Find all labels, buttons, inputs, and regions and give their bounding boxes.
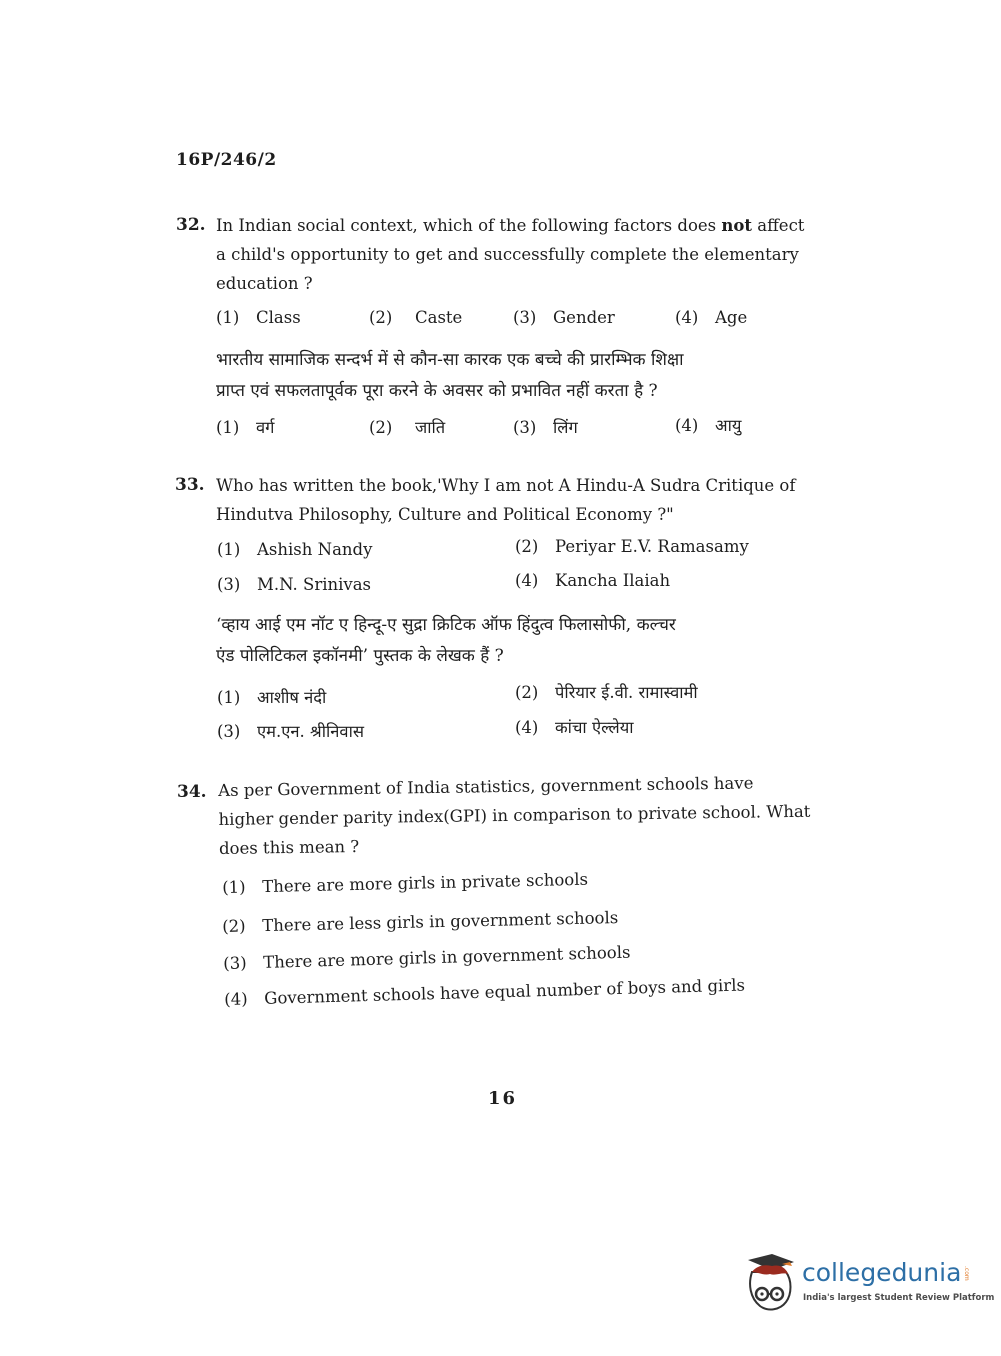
question-number: 34. xyxy=(177,782,207,802)
question-text: In Indian social context, which of the following factors does not affect a child's opportunity to get and successfully complete the elementary education ? xyxy=(216,216,805,293)
collegedunia-logo xyxy=(742,1252,995,1322)
hindi-option-4: (4) कांचा ऐल्लेया xyxy=(515,718,634,737)
question-number: 33. xyxy=(175,475,205,495)
hindi-option-3: (3) लिंग xyxy=(513,418,578,437)
option-2: (2) Caste xyxy=(369,308,463,327)
option-4: (4) Government schools have equal number of boys and girls xyxy=(224,975,746,1009)
logo-wordmark: collegedunia xyxy=(802,1258,962,1287)
hindi-question-line-1: भारतीय सामाजिक सन्दर्भ में से कौन-सा कारक एक बच्चे की प्रारम्भिक शिक्षा xyxy=(216,350,684,370)
option-1: (1) Class xyxy=(216,308,301,327)
hindi-option-2: (2) पेरियार ई.वी. रामास्वामी xyxy=(515,683,698,702)
option-3: (3) M.N. Srinivas xyxy=(217,575,372,594)
logo-tagline: India's largest Student Review Platform xyxy=(803,1293,995,1303)
hindi-option-3: (3) एम.एन. श्रीनिवास xyxy=(217,722,364,741)
hindi-option-2: (2) जाति xyxy=(369,418,446,437)
option-4: (4) Kancha Ilaiah xyxy=(515,571,671,590)
option-1: (1) Ashish Nandy xyxy=(217,540,373,559)
option-3: (3) Gender xyxy=(513,308,615,327)
option-3: (3) There are more girls in government schools xyxy=(223,942,631,973)
hindi-question-line-1: ‘व्हाय आई एम नॉट ए हिन्दू-ए सुद्रा क्रिटिक ऑफ हिंदुत्व फिलासोफी, कल्चर xyxy=(216,615,676,635)
hindi-option-4: (4) आयु xyxy=(675,416,742,435)
mascot-icon xyxy=(742,1254,798,1316)
page-number: 16 xyxy=(488,1088,518,1109)
logo-domain: .com xyxy=(963,1266,970,1281)
question-text: As per Government of India statistics, government schools have higher gender parity index(GPI) in comparison to private school. What does this mean ? xyxy=(218,773,811,858)
paper-code: 16P/246/2 xyxy=(176,150,277,170)
hindi-option-1: (1) आशीष नंदी xyxy=(217,688,327,707)
option-2: (2) There are less girls in government schools xyxy=(222,908,619,936)
hindi-question-line-2: एंड पोलिटिकल इकॉनमी’ पुस्तक के लेखक हैं ? xyxy=(216,646,504,666)
hindi-question-line-2: प्राप्त एवं सफलतापूर्वक पूरा करने के अवसर को प्रभावित नहीं करता है ? xyxy=(216,381,658,401)
question-text: Who has written the book,'Why I am not A Hindu-A Sudra Critique of Hindutva Philosophy, Culture and Political Economy ?" xyxy=(216,476,796,524)
option-2: (2) Periyar E.V. Ramasamy xyxy=(515,537,749,556)
option-1: (1) There are more girls in private schools xyxy=(222,869,589,897)
option-4: (4) Age xyxy=(675,308,748,327)
hindi-option-1: (1) वर्ग xyxy=(216,418,275,437)
question-number: 32. xyxy=(176,215,206,235)
